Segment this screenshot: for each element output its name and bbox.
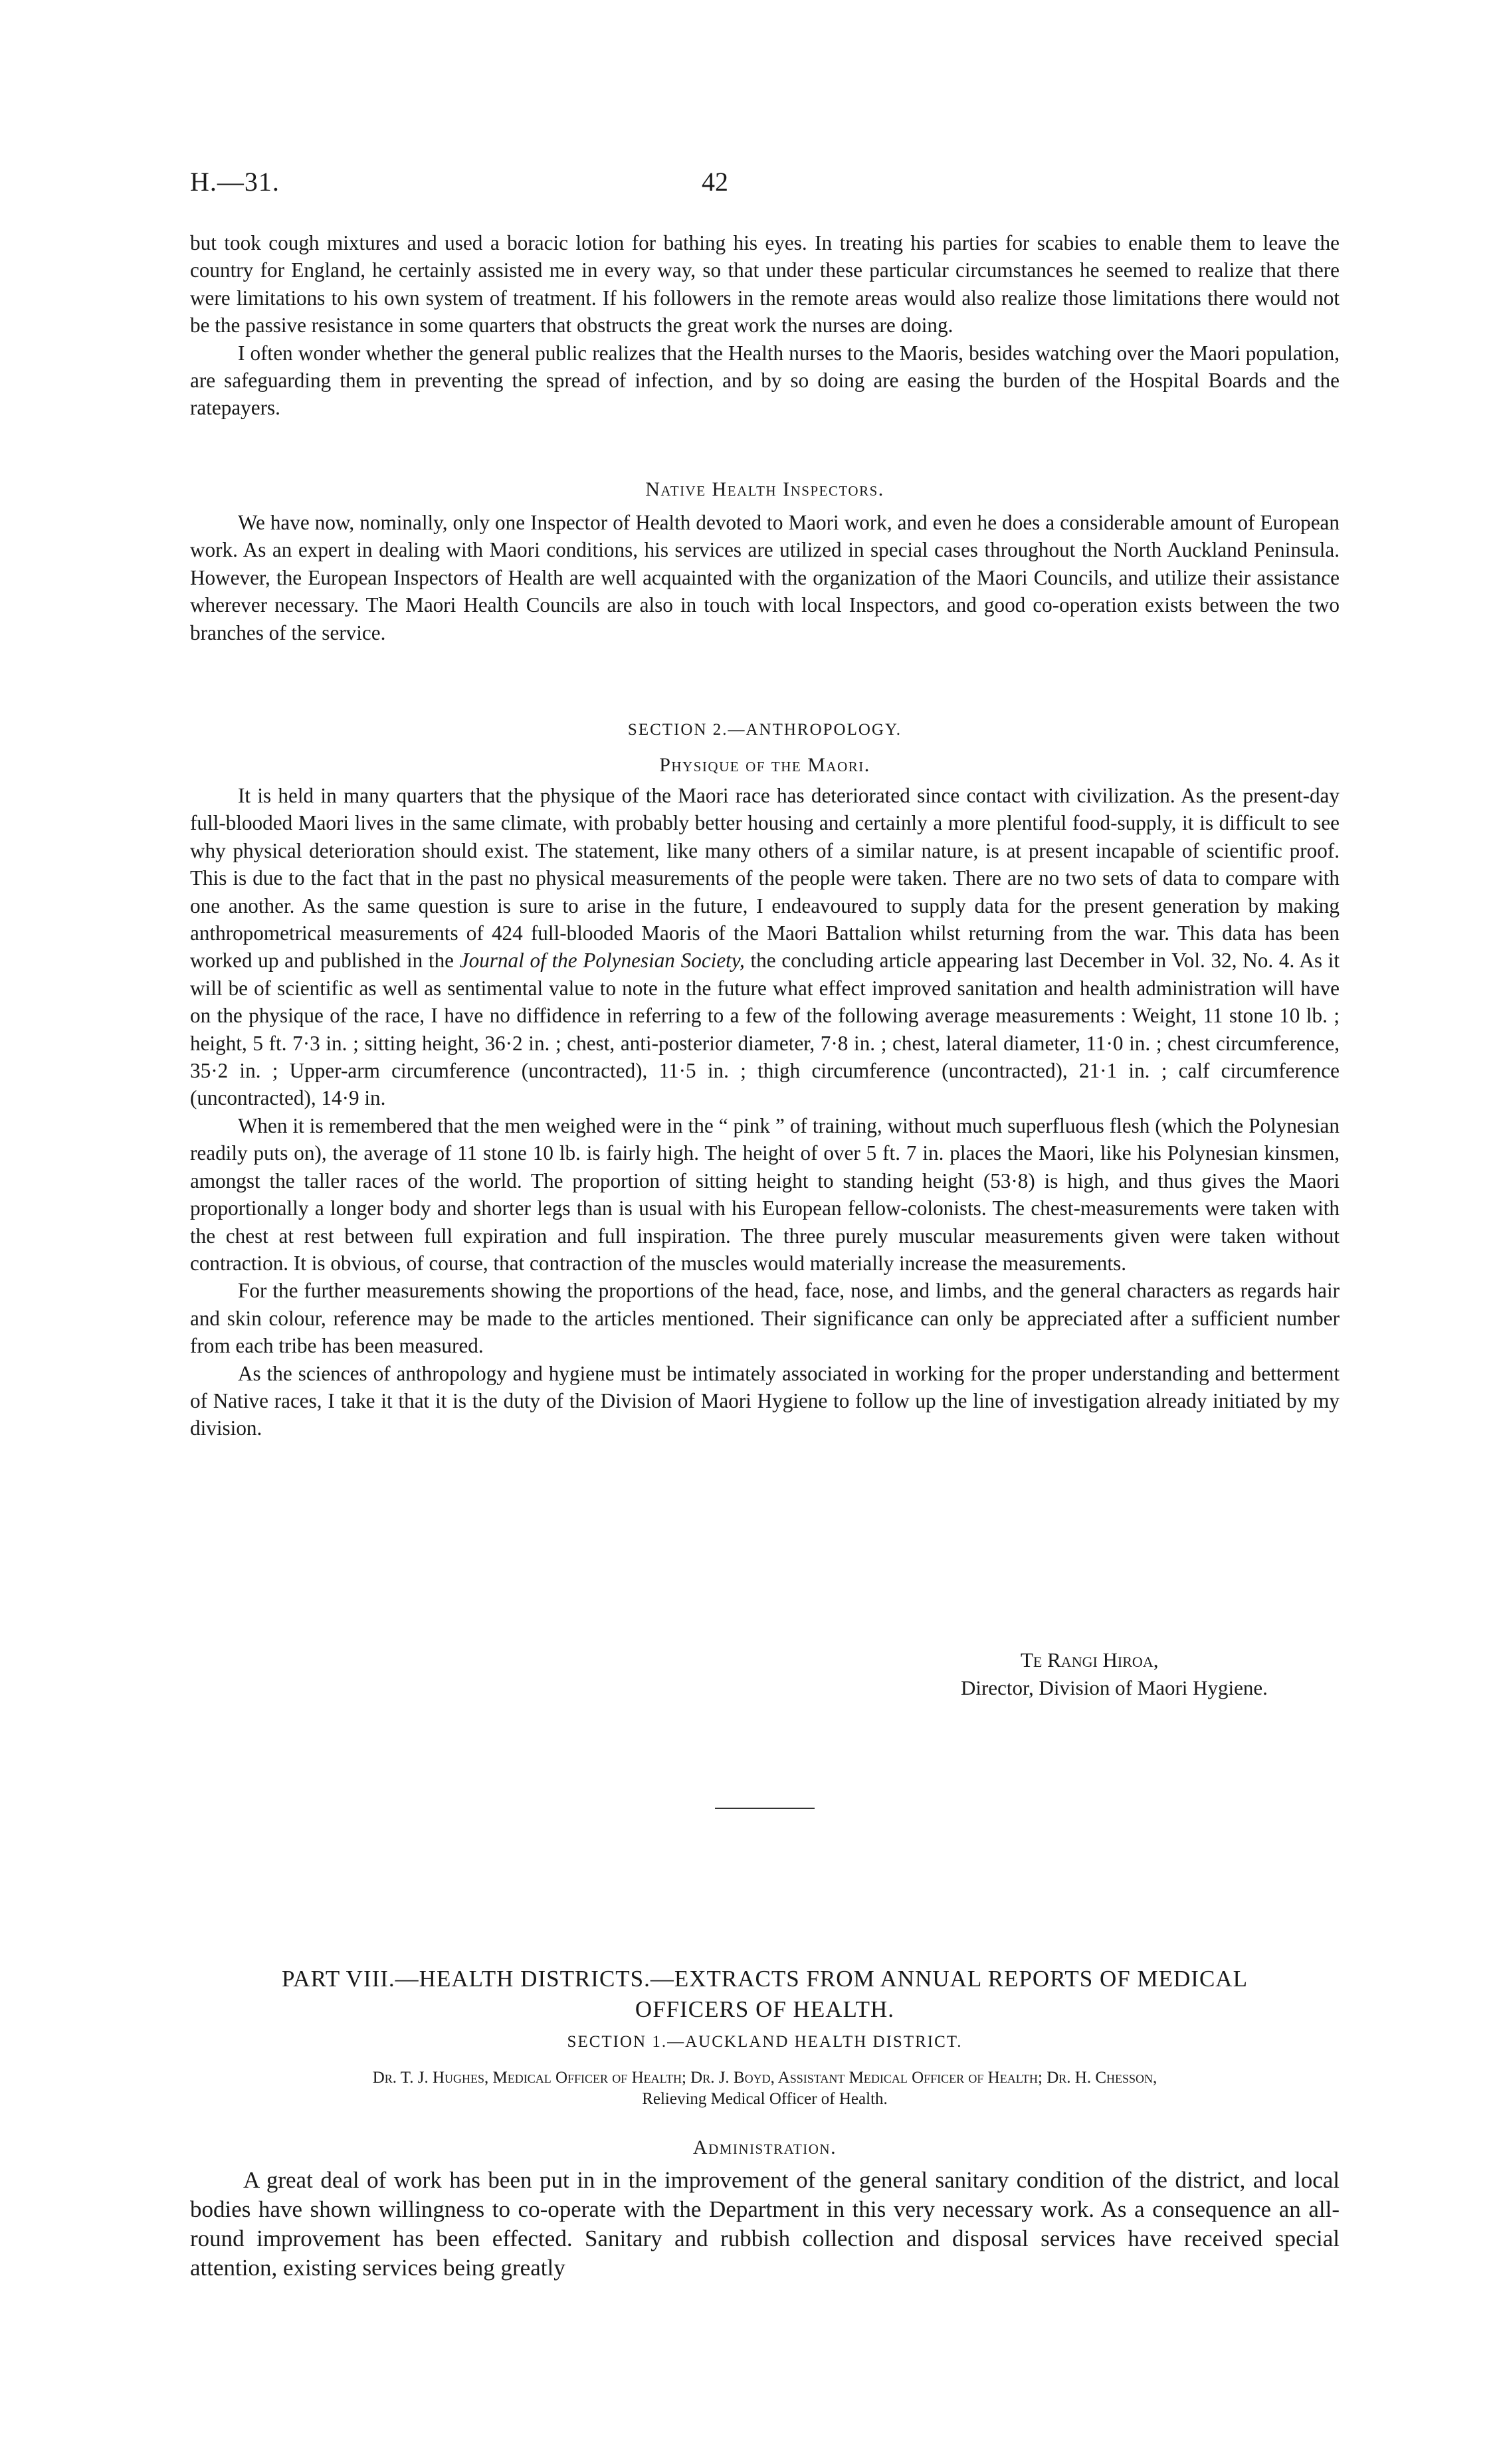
anthropology-section xyxy=(190,721,1340,1442)
auckland-district-heading: SECTION 1.—AUCKLAND HEALTH DISTRICT. xyxy=(567,2033,963,2051)
physique-paragraph-4: As the sciences of anthropology and hygiene must be intimately associated in working for the proper understanding and betterment of Native races, I take it that it is the duty of the Division of Maori Hygiene to follow up the line of investigation already initiated by my division. xyxy=(190,1361,1340,1440)
para1-text-before: It is held in many quarters that the physique of the Maori race has deteriorated since contact with civilization. As the present-day full-blooded Maori lives in the same climate, with probably better housing and certainly a more plentiful food-supply, it is difficult to see why physical deterioration should exist. The statement, like many others of a similar nature, is at present incapable of scientific proof. This is due to the fact that in the past no physical measurements of the people were taken. There are no two sets of data to compare with one another. As the same question is sure to arise in the future, I endeavoured to supply data for the present generation by making anthropometrical measurements of 424 full-blooded Maoris of the Maori Battalion whilst returning from the war. This data has been worked up and published in the xyxy=(190,784,1340,973)
document-reference: H.—31. xyxy=(190,167,280,197)
administration-body xyxy=(190,2166,1340,2283)
document-page xyxy=(190,0,1340,2464)
intro-paragraph-2: I often wonder whether the general public realizes that the Health nurses to the Maoris, besides watching over the Maori population, are safeguarding them in preventing the spread of infection, and by so doing are easing the burden of the Hospital Boards and the ratepayers. xyxy=(190,341,1340,420)
medical-officers-line-2: Relieving Medical Officer of Health. xyxy=(642,2090,888,2108)
page-number: 42 xyxy=(702,167,728,197)
para1-text-after: the concluding article appearing last December in Vol. 32, No. 4. As it will be of scientific as well as sentimental value to note in the future what effect improved sanitation and health administration will have on the physique of the race, I have no diffidence in referring to a few of the following average measurements : Weight, 11 stone 10 lb. ; height, 5 ft. 7·3 in. ; sitting height, 36·2 in. ; chest, anti-posterior diameter, 7·8 in. ; chest, lateral diameter, 11·0 in. ; chest circumference, 35·2 in. ; Upper-arm circumference (uncontracted), 11·5 in. ; thigh circumference (uncontracted), 21·1 in. ; calf circumference (uncontracted), 14·9 in. xyxy=(190,949,1340,1110)
journal-title: Journal of the Polynesian Society, xyxy=(459,949,745,973)
administration-paragraph: A great deal of work has been put in in the improvement of the general sanitary condition of the district, and local bodies have shown willingness to co-operate with the Department in this very necessary work. As a consequence an all-round improvement has been effected. Sanitary and rubbish collection and disposal services have received special attention, existing services being greatly xyxy=(190,2167,1340,2281)
signature-title: Director, Division of Maori Hygiene. xyxy=(961,1676,1268,1699)
medical-officers-line-1: Dr. T. J. Hughes, Medical Officer of Health; Dr. J. Boyd, Assistant Medical Officer of Health; Dr. H. Chesson, xyxy=(372,2069,1157,2087)
administration-heading: Administration. xyxy=(692,2136,837,2158)
section-divider xyxy=(715,1808,815,1809)
section-2-heading: SECTION 2.—ANTHROPOLOGY. xyxy=(627,721,902,739)
intro-paragraph-1: but took cough mixtures and used a boracic lotion for bathing his eyes. In treating his parties for scabies to enable them to leave the country for England, he certainly assisted me in every way, so that under these particular circumstances he seemed to realize that there were limitations to his own system of treatment. If his followers in the remote areas would also realize those limitations there would not be the passive resistance in some quarters that obstructs the great work the nurses are doing. xyxy=(190,231,1340,337)
physique-paragraph-1 xyxy=(190,782,1340,1112)
page-header xyxy=(190,166,1340,206)
native-inspectors-section xyxy=(190,478,1340,646)
part-viii-title-line-2: OFFICERS OF HEALTH. xyxy=(635,1996,895,2022)
physique-heading: Physique of the Maori. xyxy=(659,754,870,776)
signature-block xyxy=(961,1646,1340,1702)
physique-paragraph-3: For the further measurements showing the proportions of the head, face, nose, and limbs, and the general characters as regards hair and skin colour, reference may be made to the articles mentioned. Their significance can only be appreciated after a sufficient number from each tribe has been measured. xyxy=(190,1279,1340,1358)
part-viii-title-line-1: PART VIII.—HEALTH DISTRICTS.—EXTRACTS FROM ANNUAL REPORTS OF MEDICAL xyxy=(282,1966,1248,1992)
physique-paragraph-2: When it is remembered that the men weighed were in the “ pink ” of training, without much superfluous flesh (which the Polynesian readily puts on), the average of 11 stone 10 lb. is fairly high. The height of over 5 ft. 7 in. places the Maori, like his Polynesian kinsmen, amongst the taller races of the world. The proportion of sitting height to standing height (53·8) is high, and thus gives the Maori proportionally a longer body and shorter legs than is usual with his European fellow-colonists. The chest-measurements were taken with the chest at rest between full expiration and full inspiration. The three purely muscular measurements given were taken without contraction. It is obvious, of course, that contraction of the muscles would materially increase the measurements. xyxy=(190,1113,1340,1275)
signature-name: Te Rangi Hiroa, xyxy=(1021,1648,1159,1671)
native-inspectors-paragraph: We have now, nominally, only one Inspector of Health devoted to Maori work, and even he does a considerable amount of European work. As an expert in dealing with Maori conditions, his services are utilized in special cases throughout the North Auckland Peninsula. However, the European Inspectors of Health are well acquainted with the organization of the Maori Councils, and utilize their assistance wherever necessary. The Maori Health Councils are also in touch with local Inspectors, and good co-operation exists between the two branches of the service. xyxy=(190,511,1340,644)
native-inspectors-heading: Native Health Inspectors. xyxy=(645,478,884,500)
part-viii-section xyxy=(190,1964,1340,2283)
intro-section xyxy=(190,229,1340,422)
